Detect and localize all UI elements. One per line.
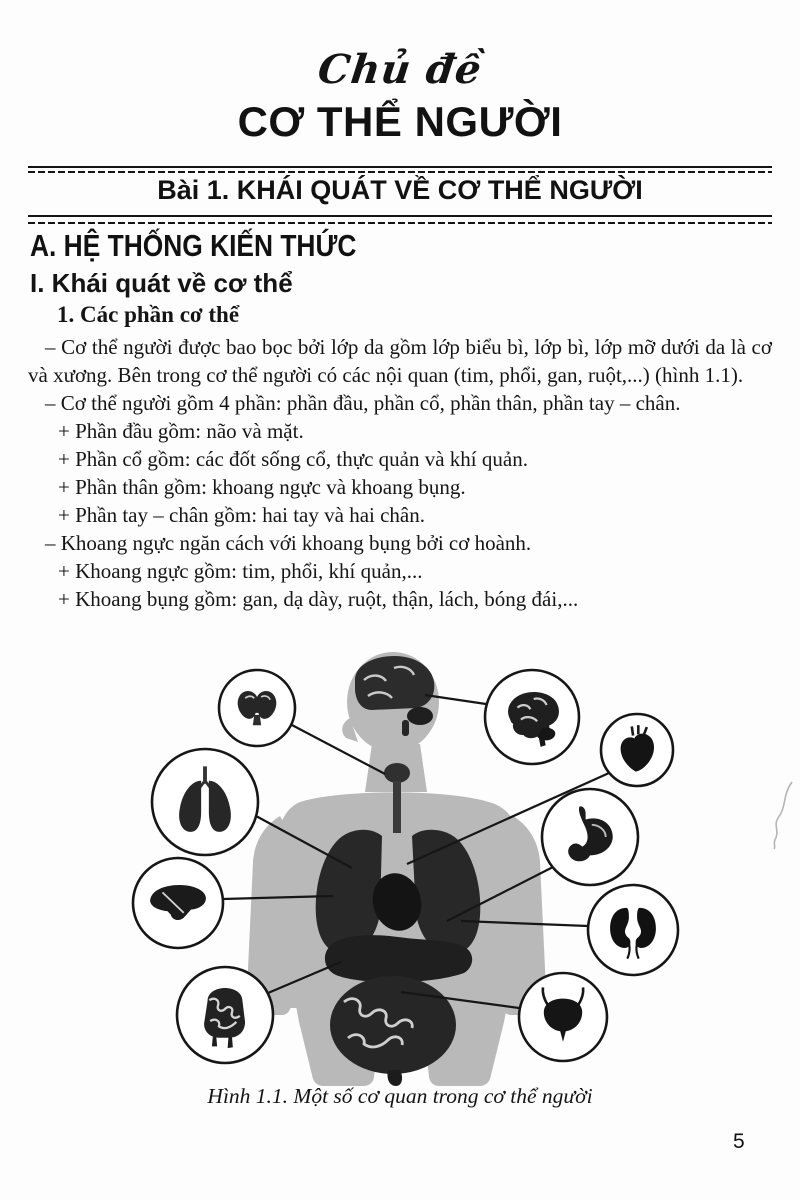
- figure-caption: Hình 1.1. Một số cơ quan trong cơ thể người: [207, 1084, 593, 1108]
- body-text: [28, 333, 772, 613]
- margin-pen-mark: [770, 778, 798, 850]
- paragraph: – Khoang ngực ngăn cách với khoang bụng bởi cơ hoành.: [45, 531, 532, 555]
- list-item: + Phần thân gồm: khoang ngực và khoang bụng.: [58, 475, 466, 499]
- section-a-heading: A. HỆ THỐNG KIẾN THỨC: [30, 228, 357, 263]
- list-item: + Phần đầu gồm: não và mặt.: [58, 419, 304, 443]
- section-i-heading: I. Khái quát về cơ thể: [30, 268, 293, 298]
- lesson-heading-box: [28, 166, 772, 217]
- list-item: + Khoang ngực gồm: tim, phổi, khí quản,...: [58, 559, 423, 583]
- list-item: + Khoang bụng gồm: gan, dạ dày, ruột, thận, lách, bóng đái,...: [58, 587, 579, 611]
- page-number: 5: [733, 1130, 745, 1153]
- kidneys-callout-circle: [588, 885, 678, 975]
- brain-callout: [425, 670, 579, 764]
- paragraph: – Cơ thể người gồm 4 phần: phần đầu, phần cổ, phần thân, phần tay – chân.: [45, 391, 681, 415]
- lesson-title: Bài 1. KHÁI QUÁT VỀ CƠ THỂ NGƯỜI: [157, 175, 643, 205]
- list-item: + Phần cổ gồm: các đốt sống cổ, thực quản và khí quản.: [58, 447, 528, 471]
- lungs-callout-circle: [152, 749, 258, 855]
- list-item: + Phần tay – chân gồm: hai tay và hai chân.: [58, 503, 425, 527]
- page-title: CƠ THỂ NGƯỜI: [237, 98, 563, 145]
- topic-label: Chủ đề: [315, 46, 485, 93]
- paragraph: – Cơ thể người được bao bọc bởi lớp da gồm lớp biểu bì, lớp bì, lớp mỡ dưới da là cơ và xương. Bên trong cơ thể người có các nội quan (tim, phổi, gan, ruột,...) (hình 1.1).: [28, 335, 772, 387]
- subsection-1-heading: 1. Các phần cơ thể: [57, 302, 240, 327]
- anatomy-figure: [0, 640, 800, 1090]
